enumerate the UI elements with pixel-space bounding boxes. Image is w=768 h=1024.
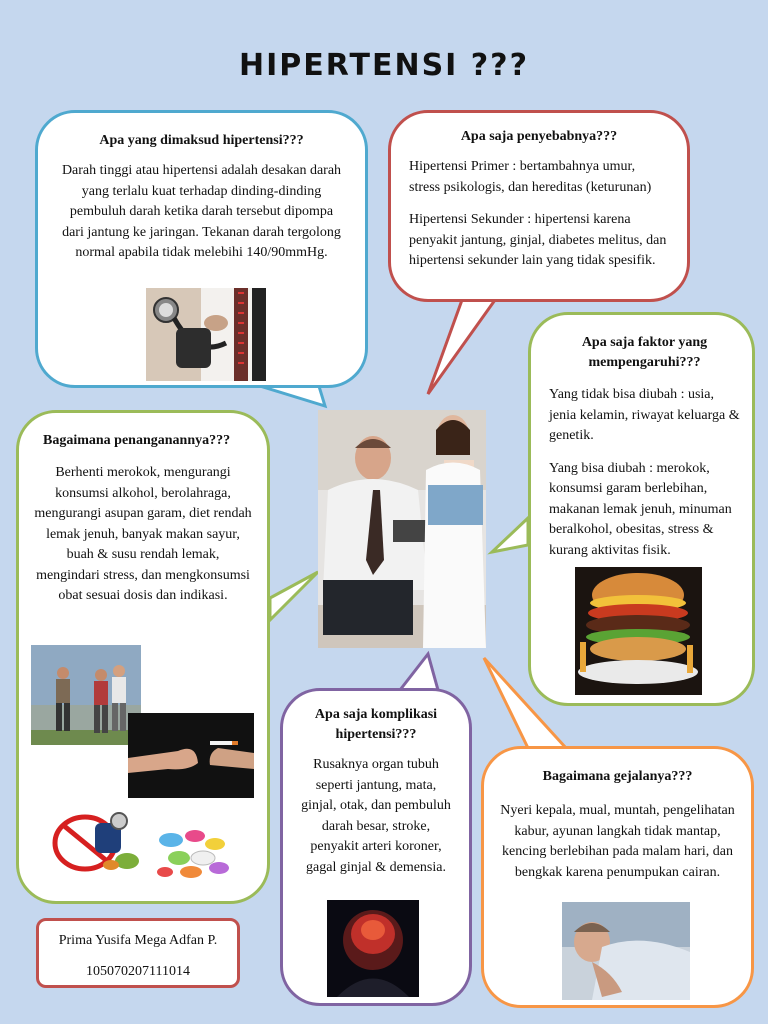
causes-heading: Apa saja penyebabnya??? [460, 129, 618, 144]
complications-heading: Apa saja komplikasi hipertensi??? [314, 707, 438, 742]
author-name: Prima Yusifa Mega Adfan P. [58, 933, 218, 948]
definition-heading: Apa yang dimaksud hipertensi??? [99, 133, 304, 148]
definition-text: Darah tinggi atau hipertensi adalah desakan darah yang terlalu kuat terhadap dinding-dinding pembuluh darah ketika darah tersebut dipompa dari jantung ke jaringan. Tekanan darah tergolong normal apabila tidak melebihi 140/90mmHg. [61, 163, 342, 260]
sick-man-image [562, 902, 690, 1000]
treatment-text: Berhenti merokok, mengurangi konsumsi alkohol, berolahraga, mengurangi asupan garam, diet rendah lemak jenuh, banyak makan sayur, buah & susu rendah lemak, mengindari stress, dan mengkonsumsi obat sesuai dosis dan indikasi. [34, 465, 252, 603]
author-id: 105070207111014 [86, 963, 190, 979]
pills-image [153, 822, 233, 882]
causes-primary: Hipertensi Primer : bertambahnya umur, stress psikologis, dan hereditas (keturunan) [409, 159, 652, 195]
treatment-heading: Bagaimana penanganannya??? [43, 433, 231, 448]
factors-heading: Apa saja faktor yang mempengaruhi??? [581, 335, 708, 370]
page-title: HIPERTENSI ??? [239, 48, 529, 83]
causes-bubble [388, 110, 690, 302]
brain-headache-image [327, 900, 419, 997]
symptoms-text: Nyeri kepala, mual, muntah, pengelihatan kabur, ayunan langkah tidak mantap, kencing berlebihan pada malam hari, dan bengkak karena penumpukan cairan. [500, 803, 735, 880]
jogging-image [31, 645, 141, 745]
factors-fixed: Yang tidak bisa diubah : usia, jenia kelamin, riwayat keluarga & genetik. [549, 387, 740, 443]
complications-text: Rusaknya organ tubuh seperti jantung, mata, ginjal, otak, dan pembuluh darah besar, stroke, penyakit arteri koroner, gagal ginjal & demensia. [301, 757, 451, 875]
symptoms-heading: Bagaimana gejalanya??? [542, 769, 693, 784]
blood-pressure-gauge-image [146, 288, 266, 381]
factors-changeable: Yang bisa diubah : merokok, konsumsi garam berlebihan, makanan lemak jenuh, minuman beralkohol, obesitas, stress & kurang aktivitas fisik. [549, 460, 732, 558]
doctor-patient-image [318, 410, 486, 648]
causes-secondary: Hipertensi Sekunder : hipertensi karena penyakit jantung, ginjal, diabetes melitus, dan hipertensi sekunder lain yang tidak spesifik. [409, 212, 667, 268]
burger-image [575, 567, 702, 695]
no-smoking-image [128, 713, 254, 798]
no-salt-image [47, 803, 141, 875]
author-box [36, 918, 240, 988]
